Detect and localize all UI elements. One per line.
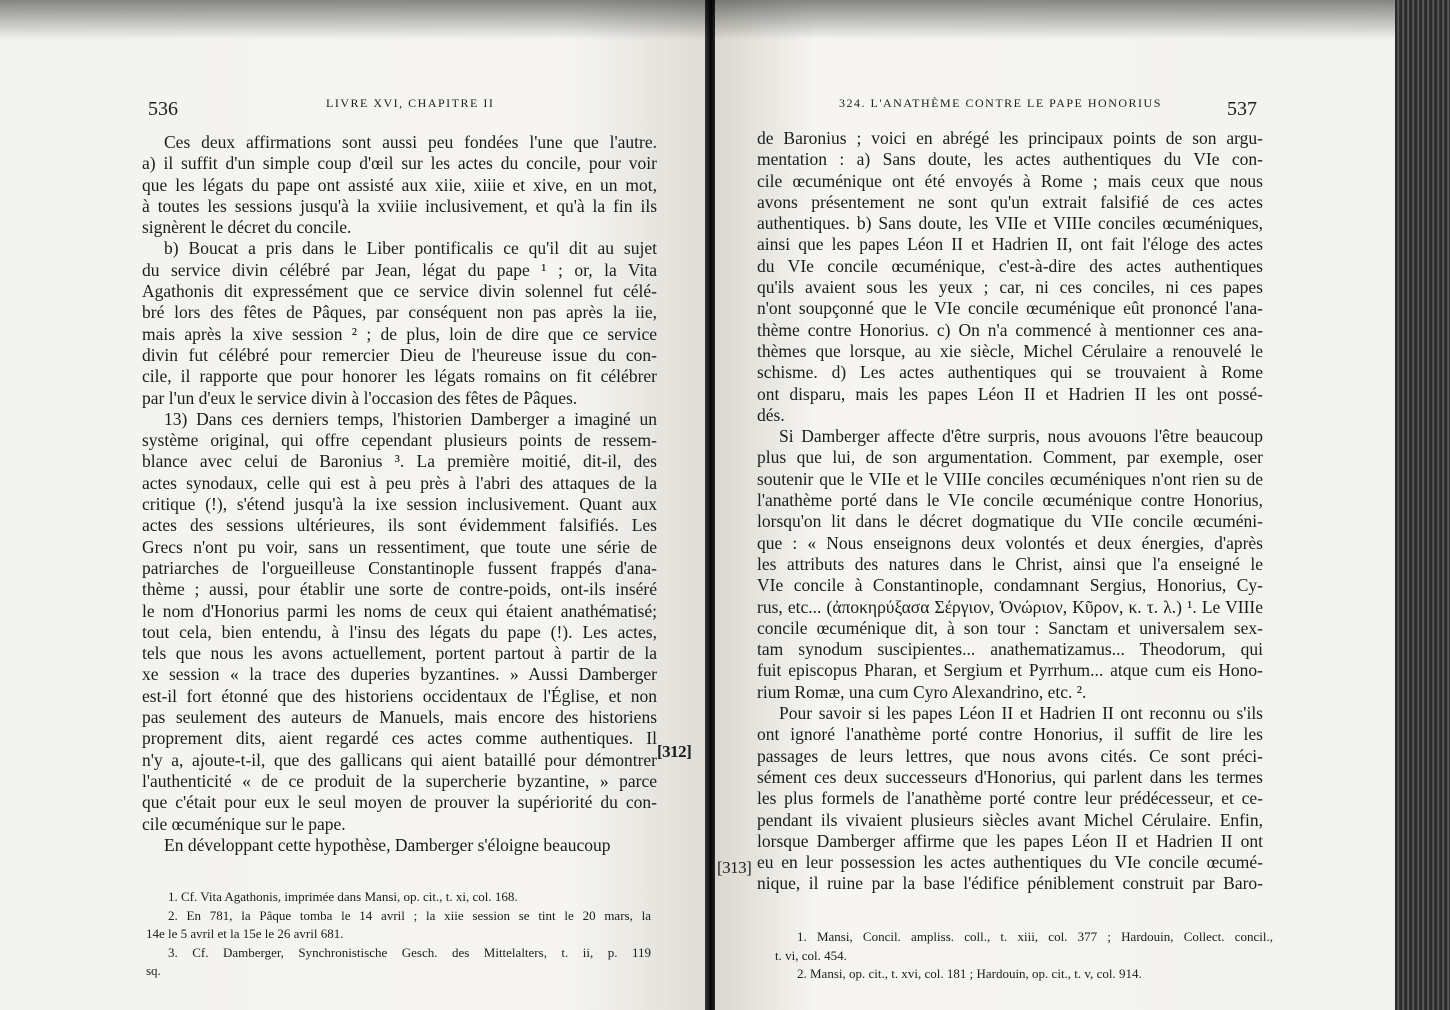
text-line: lorsque Damberger affirme que les papes Léon II et Hadrien II ont [757,830,1263,851]
text-line: cile œcuménique ont été envoyés à Rome ; mais ceux que nous [757,170,1263,191]
text-line: patriarches de l'orgueilleuse Constantinople fussent frappés d'ana- [142,557,657,578]
text-line: rus, etc... (ἀποκηρύξασα Σέργιον, Ὀνώριον, Κῦρον, κ. τ. λ.) ¹. Le VIIIe [757,596,1263,617]
text-line: ainsi que les papes Léon II et Hadrien II, ont fait l'éloge des actes [757,234,1263,255]
text-line: soutenir que le VIIe et le VIIIe conciles œcuméniques n'ont rien su de [757,468,1263,489]
text-line: thème ; aussi, pour établir une sorte de contre-poids, ont-ils inséré [142,579,657,600]
text-line: schisme. d) Les actes authentiques qui se trouvaient à Rome [757,362,1263,383]
text-line: par l'un d'eux le service divin à l'occasion des fêtes de Pâques. [142,387,578,408]
text-line: divin fut célébré pour remercier Dieu de l'heureuse issue du con- [142,344,657,365]
text-line: thème contre Honorius. c) On n'a commencé à mentionner ces ana- [757,319,1263,340]
text-line: que les légats du pape ont assisté aux xiie, xiiie et xive, en un mot, [142,174,657,195]
text-line: 13) Dans ces derniers temps, l'historien Damberger a imaginé un [164,408,657,429]
right-running-head: 324. L'ANATHÈME CONTRE LE PAPE HONORIUS [839,96,1162,110]
text-line: tam synodum suscipientes... anathematizamus... Theodorum, qui [757,639,1263,660]
text-line: qu'ils avaient sous les yeux ; car, ni ces conciles, ni ces papes [757,277,1263,298]
text-line: système original, qui offre cependant plusieurs points de ressem- [142,430,657,451]
footnote-line: 14e le 5 avril et la 15e le 26 avril 681. [146,926,344,941]
footnote-line: 1. Cf. Vita Agathonis, imprimée dans Mansi, op. cit., t. xi, col. 168. [168,889,518,904]
margin-marker-312: [312] [657,742,692,761]
right-page-number: 537 [1227,98,1257,120]
text-line: signèrent le décret du concile. [142,217,352,238]
text-line: En développant cette hypothèse, Damberger s'éloigne beaucoup [164,834,611,855]
left-footnotes [146,888,651,981]
text-line: que c'était pour eux le seul moyen de prouver la supériorité du con- [142,792,657,813]
text-line: les attributs des natures dans le Christ, ainsi que l'a enseigné le [757,553,1263,574]
text-line: tels que nous les avons actuellement, portent partout à partir de la [142,643,657,664]
text-line: n'ont soupçonné que le VIe concile œcuménique eût prononcé l'ana- [757,298,1263,319]
text-line: actes synodaux, celle qui est à peu près à l'abri des attaques de la [142,472,657,493]
text-line: fuit episcopus Pharan, et Sergium et Pyrrhum... atque cum eis Hono- [757,660,1263,681]
text-line: Si Damberger affecte d'être surpris, nous avouons l'être beaucoup [779,426,1263,447]
text-line: que : « Nous enseignons deux volontés et deux énergies, d'après [757,532,1263,553]
text-line: bré lors des fêtes de Pâques, par conséquent non pas après la iie, [142,302,657,323]
text-line: l'authenticité « de ce produit de la supercherie byzantine, » parce [142,770,657,791]
page-edges [1395,0,1450,1010]
left-page [0,0,707,1010]
text-line: cile, il rapporte que pour honorer les légats romains on fit célébrer [142,366,657,387]
left-body-text [142,132,657,856]
text-line: plus que lui, de son argumentation. Comment, par exemple, oser [757,447,1263,468]
text-line: n'y a, ajoute-t-il, que des gallicans qui aient bataillé pour démontrer [142,749,657,770]
text-line: Ces deux affirmations sont aussi peu fondées l'une que l'autre. [164,132,657,152]
text-line: VIe concile à Constantinople, condamnant Sergius, Honorius, Cy- [757,575,1263,596]
text-line: xe session « la trace des duperies byzantines. » Aussi Damberger [142,664,657,685]
text-line: avons présentement ne sont qu'un extrait falsifié de ces actes [757,191,1263,212]
right-footnotes [775,928,1273,984]
text-line: a) il suffit d'un simple coup d'œil sur les actes du concile, pour voir [142,153,657,174]
text-line: ont disparu, mais les papes Léon II et Hadrien II les ont possé- [757,383,1263,404]
text-line: b) Boucat a pris dans le Liber pontificalis ce qu'il dit au sujet [164,238,657,259]
left-running-head: LIVRE XVI, CHAPITRE II [326,96,495,110]
text-line: rium Romæ, una cum Cyro Alexandrino, etc. ². [757,681,1087,702]
margin-marker-313: [313] [717,858,752,877]
text-line: tout cela, bien entendu, à l'insu des légats du pape (!). Les actes, [142,621,657,642]
text-line: lorsqu'on lit dans le décret dogmatique du VIIe concile œcuméni- [757,511,1263,532]
text-line: du VIe concile œcuménique, c'est-à-dire des actes authentiques [757,255,1263,276]
text-line: proprement dits, aient regardé ces actes comme authentiques. Il [142,728,657,749]
text-line: à toutes les sessions jusqu'à la xviiie inclusivement, et qu'à la fin ils [142,195,657,216]
text-line: ont ignoré l'anathème porté contre Honorius, il suffit de lire les [757,724,1263,745]
text-line: Pour savoir si les papes Léon II et Hadrien II ont reconnu ou s'ils [779,703,1263,724]
text-line: pendant ils vivaient plusieurs siècles avant Michel Cérulaire. Enfin, [757,809,1263,830]
text-line: Grecs n'ont pu voir, sans un ressentiment, que toute une série de [142,536,657,557]
text-line: authentiques. b) Sans doute, les VIIe et VIIIe conciles œcuméniques, [757,213,1263,234]
text-line: Agathonis dit expressément que ce service divin solennel fut célé- [142,281,657,302]
footnote-line: 3. Cf. Damberger, Synchronistische Gesch. des Mittelalters, t. ii, p. 119 [168,944,651,960]
text-line: les plus formels de l'anathème porté contre leur prédécesseur, et ce- [757,788,1263,809]
text-line: du service divin célébré par Jean, légat du pape ¹ ; or, la Vita [142,259,657,280]
text-line: critique (!), s'étend jusqu'à la ixe session inclusivement. Quant aux [142,494,657,515]
footnote-line: 2. Mansi, op. cit., t. xvi, col. 181 ; Hardouin, op. cit., t. v, col. 914. [797,966,1142,981]
footnote-line: t. vi, col. 454. [775,947,847,963]
left-page-number: 536 [148,98,178,120]
text-line: pas seulement des auteurs de Manuels, mais encore des historiens [142,707,657,728]
text-line: est-il fort étonné que des historiens occidentaux de l'Église, et non [142,685,657,706]
top-shadow [0,0,1395,40]
text-line: l'anathème porté dans le VIe concile œcuménique contre Honorius, [757,490,1263,511]
text-line: passages de leurs lettres, que nous avons cités. Ce sont préci- [757,745,1263,766]
footnote-line: 2. En 781, la Pâque tomba le 14 avril ; la xiie session se tint le 20 mars, la [168,907,651,923]
text-line: eu en leur possession les actes authentiques du VIe concile œcumé- [757,852,1263,873]
footnote-line: sq. [146,963,161,978]
text-line: dés. [757,404,785,425]
text-line: mais après la xive session ² ; de plus, loin de dire que ce service [142,323,657,344]
footnote-line: 1. Mansi, Concil. ampliss. coll., t. xiii, col. 377 ; Hardouin, Collect. concil., [797,929,1273,944]
text-line: actes des sessions ultérieures, ils sont évidemment falsifiés. Les [142,515,657,536]
text-line: mentation : a) Sans doute, les actes authentiques du VIe con- [757,149,1263,170]
text-line: sément ces deux successeurs d'Honorius, qui parlent dans les termes [757,766,1263,787]
right-body-text [757,128,1263,895]
text-line: concile œcuménique dit, à son tour : Sanctam et universalem sex- [757,617,1263,638]
text-line: cile œcuménique sur le pape. [142,813,346,834]
text-line: nique, il ruine par la base l'édifice péniblement construit par Baro- [757,873,1263,894]
text-line: le nom d'Honorius parmi les noms de ceux qui étaient anathématisé; [142,600,657,621]
text-line: blance avec celui de Baronius ³. La première moitié, dit-il, des [142,451,657,472]
right-page [715,0,1395,1010]
text-line: de Baronius ; voici en abrégé les principaux points de son argu- [757,128,1263,148]
text-line: thèmes que lorsque, au xie siècle, Michel Cérulaire a renouvelé le [757,340,1263,361]
